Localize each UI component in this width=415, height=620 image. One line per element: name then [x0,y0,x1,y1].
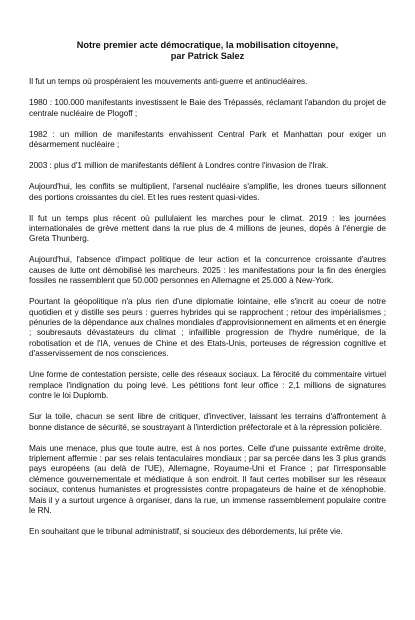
paragraph-12: En souhaitant que le tribunal administratif, si soucieux des débordements, lui prête vie. [29,525,343,536]
paragraph-11: Mais une menace, plus que toute autre, est à nos portes. Celle d'une puissante extrême droite, triplement affermie : par ses relais tentaculaires mondiaux ; par sa percée dans les 3 plus grands pays européens (au delà de l'UE), Allemagne, Royaume-Uni et France ; par l'irresponsable clémence gouvernementale et médiatique à son endroit. Il faut certes mobiliser sur les réseaux sociaux, contenus humanistes et progressistes contre propagateurs de haine et de xénophobie. Mais il y a surtout urgence à organiser, dans la rue, un immense rassemblement populaire contre le RN. [29,442,386,515]
paragraph-9: Une forme de contestation persiste, celle des réseaux sociaux. La férocité du commentaire virtuel remplace l'indignation du poing levé. Les pétitions font leur office : 2,1 millions de signatures contre le loi Duplomb. [29,369,386,401]
paragraph-7: Aujourd'hui, l'absence d'impact politique de leur action et la concurrence croissante d'autres causes de lutte ont démobilisé les marcheurs. 2025 : les manifestations pour la fin des énergies fossiles ne rassemblent que 50.000 personnes en Allemagne et 25.000 à New-York. [29,254,386,286]
paragraph-6: Il fut un temps plus récent où pullulaient les marches pour le climat. 2019 : les journées internationales de grève mettent dans la rue plus de 4 millions de jeunes, dopés à l'énergie de Greta Thunberg. [29,212,386,244]
paragraph-10: Sur la toile, chacun se sent libre de critiquer, d'invectiver, laissant les terrains d'affrontement à bonne distance de sécurité, se soustrayant à l'interdiction préfectorale et à la répression policière. [29,411,386,432]
paragraph-3: 1982 : un million de manifestants envahissent Central Park et Manhattan pour exiger un désarmement nucléaire ; [29,128,386,150]
paragraph-2: 1980 : 100.000 manifestants investissent le Baie des Trépassés, réclamant l'abandon du projet de centrale nucléaire de Plogoff ; [29,97,386,118]
paragraph-8: Pourtant la géopolitique n'a plus rien d'une diplomatie lointaine, elle s'incrit au coeur de notre quotidien et y distille ses peurs : guerres hybrides qui se rapprochent ; retour des impérialismes ; pénuries de la dépendance aux chaînes mondiales d'approvisionnement en aliments et en énergie ; soubresauts dévastateurs du climat ; infaillible progression de l'hydre numérique, de la robotisation et de l'IA, venues de Chine et des Etats-Unis, porteuses de régression cognitive et d'asservissement de nos consciences. [29,296,386,359]
paragraph-4: 2003 : plus d'1 million de manifestants défilent à Londres contre l'invasion de l'Irak. [29,160,329,171]
title-line-2: par Patrick Salez [170,51,245,62]
title-line-1: Notre premier acte démocratique, la mobilisation citoyenne, [76,40,339,50]
paragraph-1: Il fut un temps où prospéraient les mouvements anti-guerre et antinucléaires. [29,76,308,87]
document-title [29,40,386,62]
paragraph-5: Aujourd'hui, les conflits se multiplient, l'arsenal nucléaire s'amplifie, les drones tueurs sillonnent des portions croissantes du ciel. Et les rues restent quasi-vides. [29,181,386,202]
